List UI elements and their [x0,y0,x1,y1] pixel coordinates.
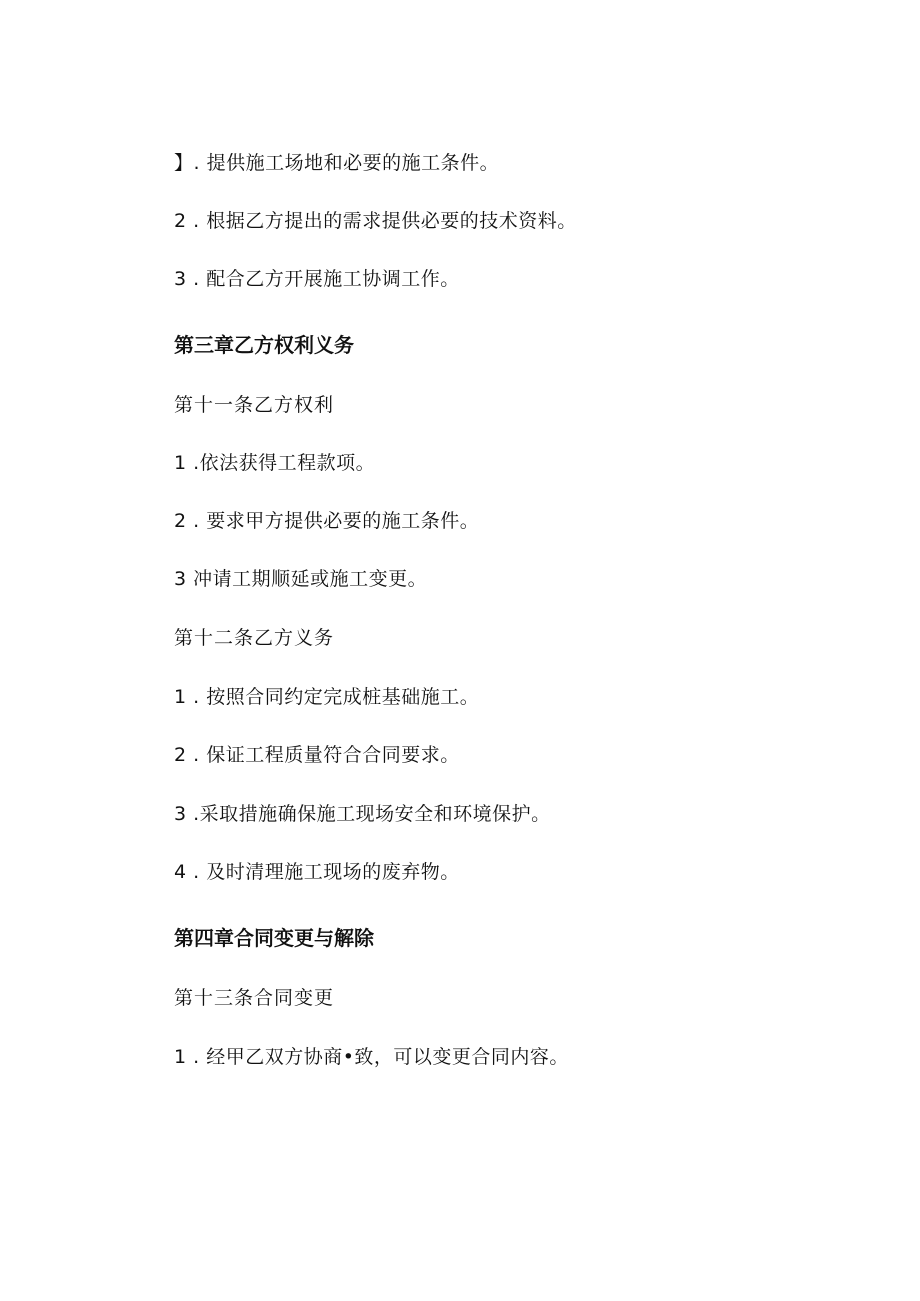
article-heading-13: 第十三条合同变更 [174,987,335,1009]
obligation-item-3: 3 . 配合乙方开展施工协调工作。 [174,268,460,290]
article-heading-11: 第十一条乙方权利 [174,394,335,416]
obligation-item-1: 】. 提供施工场地和必要的施工条件。 [174,152,500,174]
duty-item-1: 1 . 按照合同约定完成桩基础施工。 [174,686,480,708]
right-item-1: 1 .依法获得工程款项。 [174,452,376,474]
duty-item-4: 4 . 及时清理施工现场的废弃物。 [174,861,460,883]
duty-item-2: 2 . 保证工程质量符合合同要求。 [174,744,460,766]
duty-item-3: 3 .采取措施确保施工现场安全和环境保护。 [174,803,551,825]
right-item-3: 3 冲请工期顺延或施工变更。 [174,568,428,590]
change-item-1: 1 . 经甲乙双方协商•致，可以变更合同内容。 [174,1046,569,1068]
right-item-2: 2 . 要求甲方提供必要的施工条件。 [174,510,480,532]
article-heading-12: 第十二条乙方义务 [174,627,335,649]
obligation-item-2: 2 . 根据乙方提出的需求提供必要的技术资料。 [174,210,577,232]
chapter-heading-4: 第四章合同变更与解除 [174,926,374,950]
chapter-heading-3: 第三章乙方权利义务 [174,333,354,357]
